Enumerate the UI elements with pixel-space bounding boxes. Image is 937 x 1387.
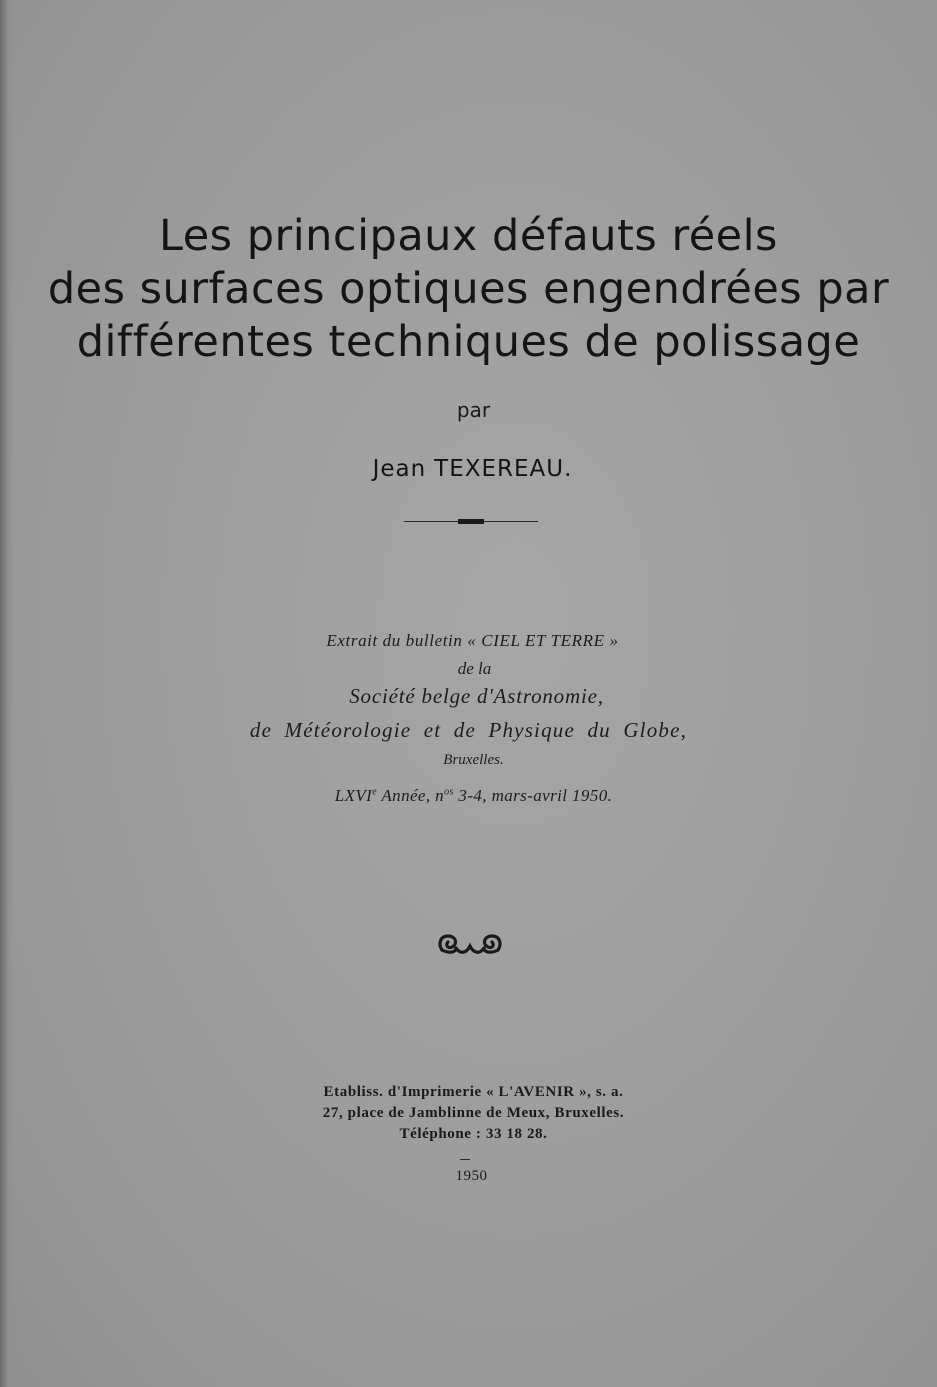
printer-imprint bbox=[0, 1082, 937, 1145]
printer-line-2: 27, place de Jamblinne de Meux, Bruxelles. bbox=[322, 1105, 625, 1121]
extract-line-issue bbox=[0, 786, 937, 806]
printer-line-1: Etabliss. d'Imprimerie « L'AVENIR », s. a. bbox=[323, 1084, 624, 1100]
publication-year: 1950 bbox=[455, 1168, 488, 1184]
scroll-ornament-icon bbox=[436, 928, 504, 960]
issue-annee: Année, n bbox=[377, 786, 445, 805]
author-surname: TEXEREAU. bbox=[434, 456, 573, 482]
extract-line-bulletin: Extrait du bulletin « CIEL ET TERRE » bbox=[326, 631, 619, 650]
author-name bbox=[0, 456, 937, 482]
extract-line-bruxelles: Bruxelles. bbox=[443, 752, 504, 768]
issue-volume-sup: e bbox=[372, 786, 378, 798]
issue-volume: LXVI bbox=[334, 786, 373, 805]
author-first-name: Jean bbox=[372, 456, 427, 482]
issue-numbers-sup: os bbox=[444, 786, 454, 798]
title-line-3: différentes techniques de polissage bbox=[76, 317, 861, 367]
year-dash bbox=[460, 1159, 470, 1160]
divider-rule-center bbox=[458, 519, 484, 524]
title-line-2: des surfaces optiques engendrées par bbox=[47, 264, 890, 314]
extract-line-meteorologie: de Météorologie et de Physique du Globe, bbox=[249, 718, 688, 742]
extract-line-societe: Société belge d'Astronomie, bbox=[349, 684, 604, 708]
printer-line-3: Téléphone : 33 18 28. bbox=[399, 1126, 548, 1142]
title-line-1: Les principaux défauts réels bbox=[159, 211, 778, 261]
document-title bbox=[0, 210, 937, 369]
byline-par: par bbox=[456, 398, 491, 422]
issue-date: 3-4, mars-avril 1950. bbox=[453, 786, 613, 805]
extract-line-de-la: de la bbox=[457, 659, 492, 678]
